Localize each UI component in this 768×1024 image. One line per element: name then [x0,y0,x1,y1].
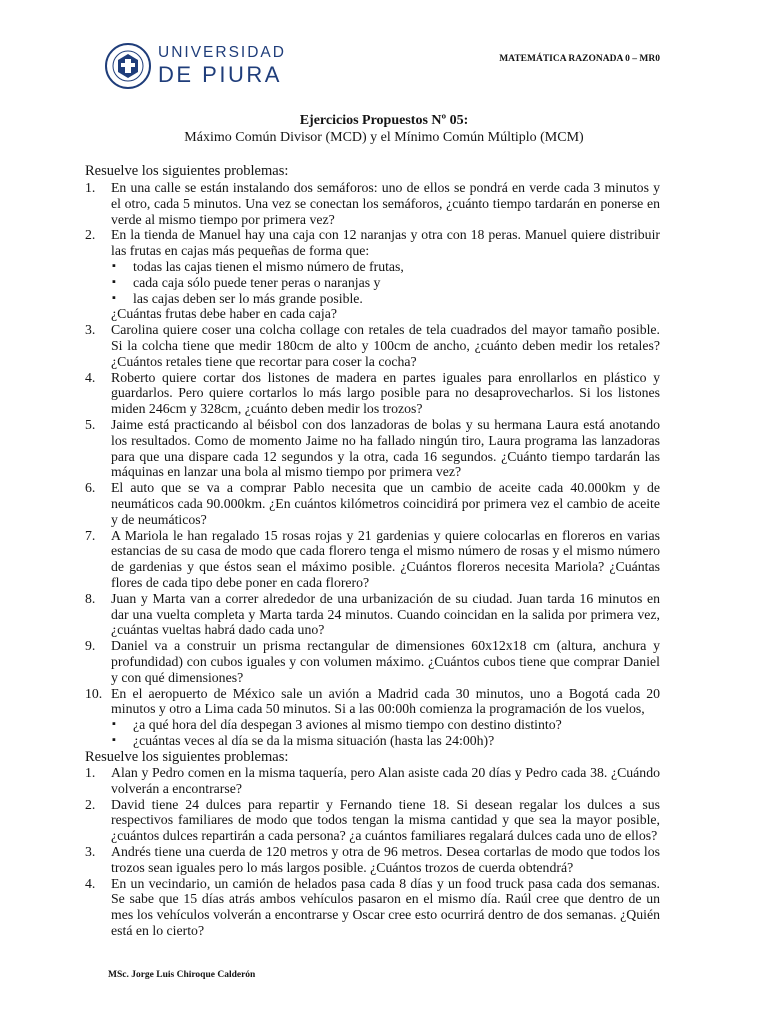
list-item [85,797,660,844]
list-item [85,686,660,718]
item-number: 1. [85,765,96,780]
item-text: A Mariola le han regalado 15 rosas rojas y 21 gardenias y quiere colocarlas en floreros en varias estancias de su casa de modo que cada florero tenga el mismo número de rosas y el mismo número de gardenias y que éstos sean el máximo posible. ¿Cuántos floreros necesita Mariola? ¿Cuántas flores de cada tipo debe poner en cada florero? [111,527,660,590]
item-text: En una calle se están instalando dos semáforos: uno de ellos se pondrá en verde cada 3 minutos y el otro, cada 5 minutos. Una vez se conectan los semáforos, ¿cuánto tiempo tardarán en ponerse en verde al mismo tiempo por primera vez? [111,180,660,227]
list-item [85,844,660,876]
item-text: Daniel va a construir un prisma rectangular de dimensiones 60x12x18 cm (altura, anchura y profundidad) con cubos iguales y con volumen máximo. ¿Cuántos cubos tiene que comprar Daniel y con qué dimensiones? [111,638,660,685]
author-footer: MSc. Jorge Luis Chiroque Calderón [108,970,256,980]
page-title: Ejercicios Propuestos Nº 05: [299,113,469,128]
list-item [85,227,660,259]
item-number: 3. [85,843,96,859]
item-number: 1. [85,180,96,195]
section-2-list [85,765,660,939]
item-text: Juan y Marta van a correr alrededor de una urbanización de su ciudad. Juan tarda 16 minutos en dar una vuelta completa y Marta tarda 24 minutos. Cuando coincidan en la salida por primera vez, ¿cuántas vueltas habrá dado cada uno? [111,590,660,638]
item-number: 5. [85,416,96,432]
list-item [85,591,660,638]
item-number: 3. [85,322,96,338]
item-text: Andrés tiene una cuerda de 120 metros y otra de 96 metros. Desea cortarlas de modo que todos los trozos sean iguales pero lo más largos posible. ¿Cuántos trozos de cuerda obtendrá? [111,843,660,875]
list-item [85,765,660,797]
university-seal-icon [104,42,152,90]
item-text: Carolina quiere coser una colcha collage con retales de tela cuadrados del mayor tamaño posible. Si la colcha tiene que medir 180cm de alto y 100cm de ancho, ¿cuánto deben medir los retales? ¿Cuántos retales tiene que recortar para coser la cocha? [111,322,660,369]
section-2-heading: Resuelve los siguientes problemas: [85,749,289,765]
item-text: El auto que se va a comprar Pablo necesita que un cambio de aceite cada 40.000km y de neumáticos cada 90.000km. ¿En cuántos kilómetros coincidirá por primera vez el cambio de aceite y de neumáticos? [111,480,660,527]
item-number: 9. [85,638,96,654]
list-item [85,480,660,527]
item-number: 2. [85,227,96,243]
list-item [85,638,660,685]
page-subtitle: Máximo Común Divisor (MCD) y el Mínimo Común Múltiplo (MCM) [184,130,584,145]
university-logo [104,42,286,94]
item-number: 8. [85,590,96,606]
item-text: En un vecindario, un camión de helados pasa cada 8 días y un food truck pasa cada dos semanas. Se sabe que 15 días atrás ambos vehículos pasaron en el mismo día. Raúl cree que dentro de un mes los vehículos volverán a encontrarse y Oscar cree esto ocurrirá dentro de dos semanas. ¿Quién está en lo cierto? [111,875,660,938]
university-name-line1: UNIVERSIDAD [158,44,286,61]
list-item [85,370,660,417]
item-text: En el aeropuerto de México sale un avión a Madrid cada 30 minutos, uno a Bogotá cada 20 minutos y otro a Lima cada 50 minutos. Si a las 00:00h comienza la programación de los vuelos, [111,685,660,717]
list-item [85,322,660,369]
item-number: 2. [85,796,96,812]
item-text: David tiene 24 dulces para repartir y Fernando tiene 18. Si desean regalar los dulces a sus respectivos familiares de modo que todos tengan la misma cantidad y que sea la mayor posible, ¿cuántos dulces repartirán a cada persona? ¿a cuántos familiares regalará dulces cada uno de ellos? [111,796,660,844]
list-item [85,528,660,591]
item-text: Roberto quiere cortar dos listones de madera en partes iguales para enrollarlos en plástico y guardarlos. Pero quiere cortarlos lo más largo posible para no desaprovecharlos. Si los listones miden 246cm y 328cm, ¿cuánto deben medir los trozos? [111,369,660,417]
item-number: 6. [85,480,96,496]
item-number: 10. [85,685,103,701]
bullet-item: ▪ las cajas deben ser lo más grande posible. [85,291,660,307]
course-code: MATEMÁTICA RAZONADA 0 – MR0 [499,54,660,64]
section-1-list [85,180,660,749]
bullet-item: ▪ ¿a qué hora del día despegan 3 aviones al mismo tiempo con destino distinto? [85,717,660,733]
bullet-item: ▪ cada caja sólo puede tener peras o naranjas y [85,275,660,291]
section-1-heading: Resuelve los siguientes problemas: [85,163,289,179]
item-number: 7. [85,527,96,543]
list-item [85,417,660,480]
item-text: Alan y Pedro comen en la misma taquería, pero Alan asiste cada 20 días y Pedro cada 38. ¿Cuándo volverán a encontrarse? [111,765,660,796]
bullet-item: ▪ ¿cuántas veces al día se da la misma situación (hasta las 24:00h)? [85,733,660,749]
university-name-line2: DE PIURA [158,62,282,87]
item-text: En la tienda de Manuel hay una caja con 12 naranjas y otra con 18 peras. Manuel quiere distribuir las frutas en cajas más pequeñas de forma que: [111,227,660,259]
bullet-item: ▪ todas las cajas tienen el mismo número de frutas, [85,259,660,275]
item-question: ¿Cuántas frutas debe haber en cada caja? [111,306,337,322]
list-item [85,180,660,227]
item-number: 4. [85,369,96,385]
list-item [85,876,660,939]
item-text: Jaime está practicando al béisbol con dos lanzadoras de bolas y su hermana Laura está anotando los resultados. Como de momento Jaime no ha fallado ningún tiro, Laura programa las lanzadoras para que una dispare cada 12 segundos y la otra, cada 16 segundos. ¿Cuánto tiempo tardarán las máquinas en lanzar una bola al mismo tiempo por primera vez? [111,416,660,480]
item-number: 4. [85,875,96,891]
